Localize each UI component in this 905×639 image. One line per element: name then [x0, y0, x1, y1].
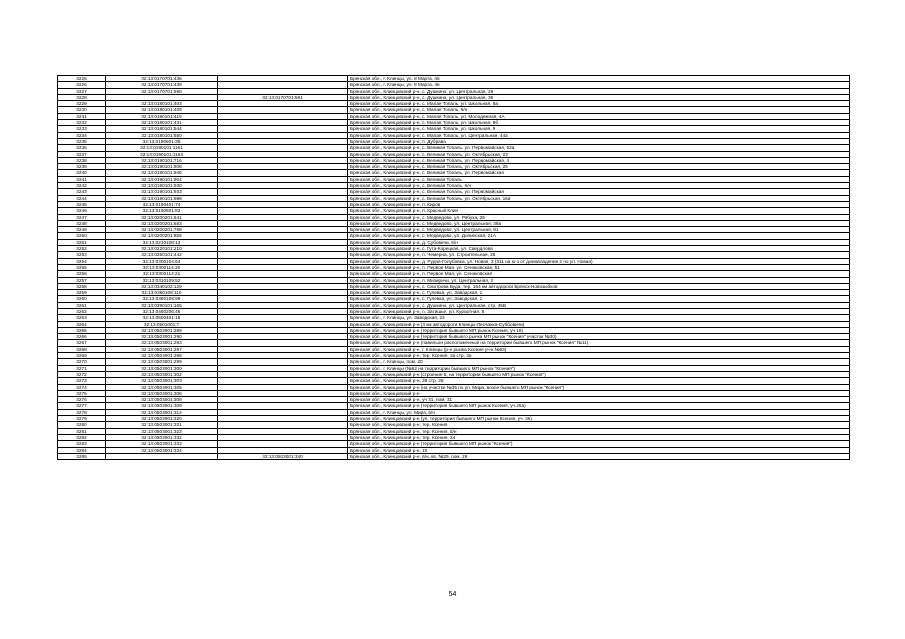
row-number-cell: 3249 [58, 227, 106, 233]
registry-table-body [58, 76, 850, 460]
cadastral-number-cell: 32:13:0190101:1161 [106, 145, 218, 151]
row-number-cell: 3246 [58, 208, 106, 214]
linked-cadastral-number-cell: 32:13:0170701:591 [218, 94, 348, 100]
row-number-cell: 3265 [58, 327, 106, 333]
address-cell: Брянская обл., Клинцовский р-н, с. Душкино, ул. Центральная, 35 [348, 94, 850, 100]
row-number-cell: 3262 [58, 308, 106, 314]
cadastral-number-cell: 32:13:0390101:165 [106, 302, 218, 308]
address-cell: Брянская обл., Клинцовский р-н, 28 стр. 28 [348, 378, 850, 384]
cadastral-number-cell: 32:13:0360108:99 [106, 296, 218, 302]
address-cell: Брянская обл., Клинцовский р-н (на участке №35 по ул. Мира, возле бывшего МП рынок "Ксения") [348, 384, 850, 390]
row-number-cell: 3243 [58, 189, 106, 195]
address-cell: Брянская обл., г. Клинцы, пом. 20 [348, 359, 850, 365]
address-cell: Брянская обл., Клинцовский р-н (территория бывшего МП рынок Ксения, уч 18) [348, 327, 850, 333]
cadastral-number-cell: 32:13:0340102:129 [106, 283, 218, 289]
cadastral-number-cell: 32:13:0503001:300 [106, 365, 218, 371]
row-number-cell: 3274 [58, 384, 106, 390]
cadastral-number-cell: 32:13:0503001:332 [106, 434, 218, 440]
address-cell: Брянская обл., Клинцовский р-н (территория бывшего рынка МП рынок "Ксения" участок №30) [348, 334, 850, 340]
row-number-cell: 3257 [58, 277, 106, 283]
address-cell: Брянская обл., Клинцовский р-н, с. Великая Топаль, ул. Октябрьская, 16а [348, 195, 850, 201]
row-number-cell: 3275 [58, 390, 106, 396]
address-cell: Брянская обл., Клинцовский р-н, с. Гулевка, ул. Заводская, 1 [348, 296, 850, 302]
row-number-cell: 3251 [58, 239, 106, 245]
row-number-cell: 3236 [58, 145, 106, 151]
address-cell: Брянская обл., г. Клинцы (№62 на территории бывшего МП рынок "Ксения") [348, 365, 850, 371]
row-number-cell: 3277 [58, 403, 106, 409]
address-cell: Брянская обл., Клинцовский р-н, уч 31, пом. 31 [348, 397, 850, 403]
address-cell: Брянская обл., г. Клинцы, ул. Мира, 6/н [348, 409, 850, 415]
address-cell: Брянская обл., Клинцовский р-н (территория бывшего МП рынок Ксения, уч.26а) [348, 403, 850, 409]
address-cell: Брянская обл., Клинцовский р-н, с. Душкино, ул. Центральная, 29 [348, 88, 850, 94]
row-number-cell: 3237 [58, 151, 106, 157]
cadastral-number-cell: 32:13:0200201:641 [106, 214, 218, 220]
row-number-cell: 3235 [58, 138, 106, 144]
row-number-cell: 3276 [58, 397, 106, 403]
row-number-cell: 3250 [58, 233, 106, 239]
row-number-cell: 3238 [58, 157, 106, 163]
address-cell: Брянская обл., Клинцовский р-н (павильон расположенный на территории бывшего МП рынок "Ксения" №11) [348, 340, 850, 346]
row-number-cell: 3231 [58, 113, 106, 119]
cadastral-number-cell: 32:13:0170701:436 [106, 76, 218, 82]
row-number-cell: 3271 [58, 365, 106, 371]
page-number: 54 [448, 591, 457, 598]
row-number-cell: 3258 [58, 283, 106, 289]
cadastral-number-cell: 32:13:0200201:683 [106, 220, 218, 226]
cadastral-number-cell: 32:13:0503001:303 [106, 378, 218, 384]
cadastral-number-cell: 32:13:0450206:46 [106, 308, 218, 314]
cadastral-number-cell: 32:13:0190501:82 [106, 208, 218, 214]
cadastral-number-cell: 32:13:0300104:64 [106, 258, 218, 264]
cadastral-number-cell: 32:13:0250101:442 [106, 252, 218, 258]
address-cell: Брянская обл., Клинцовский р-н, с. Малая Топаль, ул. Школьная, 8б [348, 120, 850, 126]
address-cell: Брянская обл., Клинцовский р-н, с. Великая Топаль, ул. Первомайская [348, 189, 850, 195]
address-cell: Брянская обл., Клинцовский р-н, г. Клинцы (р-н рынка Ксения уч-к №63) [348, 346, 850, 352]
address-cell: Брянская обл., Клинцовский р-н, с. Медведово, ул. Долинская, 21А [348, 233, 850, 239]
cadastral-number-cell: 32:13:0503001:293 [106, 340, 218, 346]
row-number-cell: 3244 [58, 195, 106, 201]
address-cell: Брянская обл., Клинцовский р-н, с. Медведово, ул. Центральная, 81 [348, 227, 850, 233]
address-cell: Брянская обл., Клинцовский р-н, с. Гулевка, ул. Заводская, 1 [348, 290, 850, 296]
cadastral-number-cell: 32:13:0300114:21 [106, 271, 218, 277]
cadastral-number-cell: 32:13:0180101:550 [106, 132, 218, 138]
row-number-cell: 3232 [58, 120, 106, 126]
cadastral-number-cell: 32:13:0190101:846 [106, 170, 218, 176]
cadastral-number-cell: 32:13:0180101:415 [106, 113, 218, 119]
cadastral-number-cell: 32:13:0190101:716 [106, 157, 218, 163]
address-cell: Брянская обл., Клинцовский р-н, с. Смотрова Буда, тер. 164 км автодороги Брянск-Новозыбков [348, 283, 850, 289]
row-number-cell: 3260 [58, 296, 106, 302]
row-number-cell: 3229 [58, 101, 106, 107]
address-cell: Брянская обл., Клинцовский р-н, 10 [348, 447, 850, 453]
row-number-cell: 3280 [58, 422, 106, 428]
cadastral-number-cell: 32:13:0180601:38 [106, 138, 218, 144]
cadastral-number-cell: 32:13:0503001:302 [106, 371, 218, 377]
row-number-cell: 3279 [58, 416, 106, 422]
row-number-cell: 3225 [58, 76, 106, 82]
cadastral-number-cell: 32:13:0503001:289 [106, 327, 218, 333]
row-number-cell: 3284 [58, 447, 106, 453]
cadastral-number-cell: 32:13:0503001:297 [106, 346, 218, 352]
row-number-cell: 3267 [58, 340, 106, 346]
cadastral-number-cell: 32:13:0503001:334 [106, 447, 218, 453]
address-cell: Брянская обл., Клинцовский р-н, п. Чемерна, ул. Строительная, 25 [348, 252, 850, 258]
cadastral-number-cell: 32:13:0503001:290 [106, 334, 218, 340]
address-cell: Брянская обл., Клинцовский р-н, тер. Ксения [348, 422, 850, 428]
row-number-cell: 3259 [58, 290, 106, 296]
address-cell: Брянская обл., Клинцовский р-н, с. Великая Топаль, ул. Октябрьская, 23 [348, 151, 850, 157]
cadastral-number-cell: 32:13:0300114:20 [106, 264, 218, 270]
address-cell: Брянская обл., Клинцовский р-н, тер. Ксения, 3а стр. 3а [348, 353, 850, 359]
cadastral-number-cell: 32:13:0501001:7 [106, 321, 218, 327]
address-cell: Брянская обл., Клинцовский р-н, п. Красный Клин [348, 208, 850, 214]
address-cell: Брянская обл., Клинцовский р-н, с. Великая Топаль, ул. Первомайская, 52а [348, 145, 850, 151]
cadastral-number-cell: 32:13:0503001:298 [106, 353, 218, 359]
linked-cadastral-number-cell: 32:13:0503001:340 [218, 453, 348, 459]
address-cell: Брянская обл., Клинцовский р-н, с. Медведово, ул. Центральная, 39а [348, 220, 850, 226]
address-cell: Брянская обл., Клинцовский р-н, тер. Ксения, 24 [348, 434, 850, 440]
row-number-cell: 3254 [58, 258, 106, 264]
address-cell: Брянская обл., Клинцовский р-н, п. Первое Мая, ул. Сеннковская, 51 [348, 264, 850, 270]
address-cell: Брянская обл., Клинцовский р-н, п. Первое Мая, ул. Сеннковская [348, 271, 850, 277]
address-cell: Брянская обл., Клинцовский р-н, тер. Ксения, 6/н [348, 428, 850, 434]
address-cell: Брянская обл., Клинцовский р-н, с. Малая Топаль, ул. Школьная, 8а [348, 101, 850, 107]
row-number-cell: 3233 [58, 126, 106, 132]
row-number-cell: 3252 [58, 246, 106, 252]
cadastral-number-cell: 32:13:0200201:855 [106, 233, 218, 239]
address-cell: Брянская обл., г. Клинцы, ул. 8 Марта, 46 [348, 76, 850, 82]
row-number-cell: 3239 [58, 164, 106, 170]
cadastral-number-cell: 32:13:0500401:15 [106, 315, 218, 321]
address-cell: Брянская обл., Клинцовский р-н, д. Субовичи, 6/н [348, 239, 850, 245]
row-number-cell: 3248 [58, 220, 106, 226]
cadastral-number-cell: 32:13:0200201:768 [106, 227, 218, 233]
address-cell: Брянская обл., Клинцовский р-н, п. Дубрава [348, 138, 850, 144]
cadastral-number-cell: 32:13:0190101:1163 [106, 151, 218, 157]
address-cell: Брянская обл., Клинцовский р-н, с. Малая Топаль, ул. Школьная, 9 [348, 126, 850, 132]
address-cell: Брянская обл., Клинцовский р-н, с. Медведово, ул. Рябуха, 25 [348, 214, 850, 220]
cadastral-number-cell: 32:13:0503001:314 [106, 409, 218, 415]
row-number-cell: 3283 [58, 441, 106, 447]
cadastral-number-cell: 32:13:0180101:544 [106, 126, 218, 132]
address-cell: Брянская обл., Клинцовский р-н, с. Гута-Корецкая, ул. Свердлова [348, 246, 850, 252]
row-number-cell: 3281 [58, 428, 106, 434]
registry-table [57, 75, 850, 460]
cadastral-number-cell: 32:13:0503001:320 [106, 416, 218, 422]
row-number-cell: 3285 [58, 453, 106, 459]
row-number-cell: 3278 [58, 409, 106, 415]
address-cell: Брянская обл., Клинцовский р-н (строение 5, на территории бывшего МП рынок "Ксения") [348, 371, 850, 377]
address-cell: Брянская обл., Клинцовский р-н, с. Малая Топаль, 6/н [348, 107, 850, 113]
row-number-cell: 3269 [58, 353, 106, 359]
cadastral-number-cell: 32:13:0503001:305 [106, 384, 218, 390]
row-number-cell: 3241 [58, 176, 106, 182]
row-number-cell: 3263 [58, 315, 106, 321]
cadastral-number-cell: 32:13:0180101:431 [106, 120, 218, 126]
cadastral-number-cell: 32:13:0170701:438 [106, 82, 218, 88]
row-number-cell: 3234 [58, 132, 106, 138]
cadastral-number-cell: 32:13:0180101:403 [106, 101, 218, 107]
row-number-cell: 3282 [58, 434, 106, 440]
row-number-cell: 3264 [58, 321, 106, 327]
cadastral-number-cell: 32:13:0503001:323 [106, 428, 218, 434]
cadastral-number-cell: 32:13:0503001:309 [106, 403, 218, 409]
row-number-cell: 3230 [58, 107, 106, 113]
cadastral-number-cell: 32:13:0190401:74 [106, 201, 218, 207]
address-cell: Брянская обл., Клинцовский р-н, с. Великая Топаль, ул. Первомайская, 4 [348, 157, 850, 163]
address-cell: Брянская обл., Клинцовский р-н, с. Великая Топаль, ул. Октябрьская, 25 [348, 164, 850, 170]
cadastral-number-cell: 32:13:0503001:308 [106, 397, 218, 403]
row-number-cell: 3227 [58, 88, 106, 94]
row-number-cell: 3268 [58, 346, 106, 352]
address-cell: Брянская обл., Клинцовский р-н, с. Великая Топаль, 6/н [348, 183, 850, 189]
cadastral-number-cell: 32:13:0190101:808 [106, 164, 218, 170]
row-number-cell: 3226 [58, 82, 106, 88]
cadastral-number-cell: 32:13:0503001:299 [106, 359, 218, 365]
cadastral-number-cell: 32:13:0503001:306 [106, 390, 218, 396]
address-cell: Брянская обл., Клинцовский р-н, п. Затишье, ул. Курортная, 8 [348, 308, 850, 314]
address-cell: Брянская обл., Клинцовский р-н, п. Мизиричи, ул. Центральная, 2 [348, 277, 850, 283]
row-number-cell: 3245 [58, 201, 106, 207]
cadastral-number-cell: 32:13:0360108:110 [106, 290, 218, 296]
cadastral-number-cell: 32:13:0503001:333 [106, 441, 218, 447]
address-cell: Брянская обл., Клинцовский р-н, с. Великая Топаль [348, 176, 850, 182]
cadastral-number-cell: 32:13:0180101:408 [106, 107, 218, 113]
row-number-cell: 3228 [58, 94, 106, 100]
cadastral-number-cell: 32:13:0190101:988 [106, 195, 218, 201]
row-number-cell: 3242 [58, 183, 106, 189]
row-number-cell: 3256 [58, 271, 106, 277]
cadastral-number-cell: 32:13:0503001:321 [106, 422, 218, 428]
table-row [58, 453, 850, 459]
address-cell: Брянская обл., Клинцовский р-н, с. Великая Топаль, ул. Первомайская [348, 170, 850, 176]
address-cell: Брянская обл., г. Клинцы, ул. 8 Марта, 46 [348, 82, 850, 88]
cadastral-number-cell: 32:13:0220101:210 [106, 246, 218, 252]
cadastral-number-cell: 32:13:0210108:13 [106, 239, 218, 245]
row-number-cell: 3261 [58, 302, 106, 308]
row-number-cell: 3240 [58, 170, 106, 176]
address-cell: Брянская обл., Клинцовский р-н, п. Киров [348, 201, 850, 207]
address-cell: Брянская обл., Клинцовский р-н (3 км автодороги Клинцы-Лесчанка-Суббовичи) [348, 321, 850, 327]
row-number-cell: 3270 [58, 359, 106, 365]
cadastral-number-cell: 32:13:0190101:930 [106, 183, 218, 189]
address-cell: Брянская обл., Клинцовский р-н (ул. территория бывшего МП рынок Ксения, уч. 36) [348, 416, 850, 422]
row-number-cell: 3273 [58, 378, 106, 384]
address-cell: Брянская обл., Клинцовский р-н, 6/н, кв. №29, пом. 29 [348, 453, 850, 459]
address-cell: Брянская обл., г. Клинцы, ул. Заводская, 23 [348, 315, 850, 321]
cadastral-number-cell: 32:13:0190101:904 [106, 176, 218, 182]
row-number-cell: 3266 [58, 334, 106, 340]
address-cell: Брянская обл., Клинцовский р-н, с. Душкино, ул. Центральная, стр. 45В [348, 302, 850, 308]
row-number-cell: 3247 [58, 214, 106, 220]
address-cell: Брянская обл., Клинцовский р-н, д. Рудня-Голубовка, ул. Новая, 2 (311 на ю-з от домовладения 2 по ул. Новая) [348, 258, 850, 264]
address-cell: Брянская обл., Клинцовский р-н, с. Малая Топаль, ул. Центральная, 44а [348, 132, 850, 138]
cadastral-number-cell: 32:13:0170701:590 [106, 88, 218, 94]
address-cell: Брянская обл., Клинцовский р-н, с. Малая Топаль, ул. Молодежная, 4А [348, 113, 850, 119]
row-number-cell: 3253 [58, 252, 106, 258]
cadastral-number-cell: 32:13:0190101:933 [106, 189, 218, 195]
cadastral-number-cell [106, 453, 218, 459]
address-cell: Брянская обл., Клинцовский р-н [348, 390, 850, 396]
row-number-cell: 3255 [58, 264, 106, 270]
row-number-cell: 3272 [58, 371, 106, 377]
address-cell: Брянская обл., Клинцовский р-н (территория бывшего МП рынок "Ксения") [348, 441, 850, 447]
cadastral-number-cell: 32:13:0310109:52 [106, 277, 218, 283]
